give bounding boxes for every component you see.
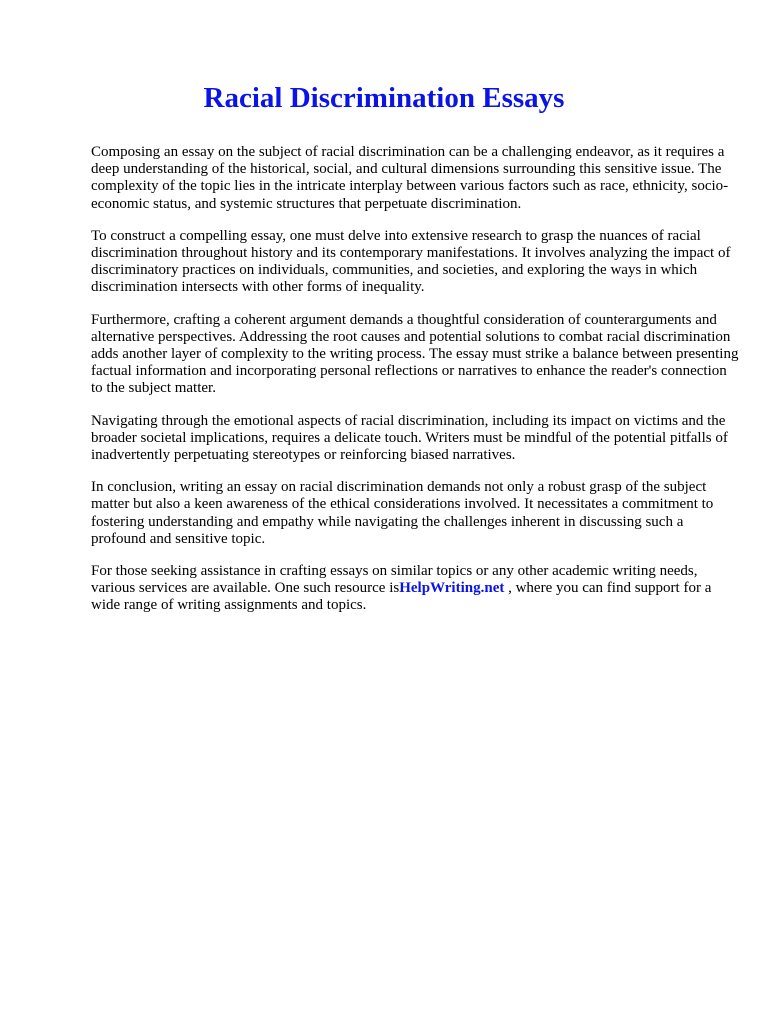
page-title: Racial Discrimination Essays <box>203 82 565 114</box>
paragraph-conclusion: In conclusion, writing an essay on racial discrimination demands not only a robust grasp of the subject matter but also a keen awareness of the ethical considerations involved. It necessitates a commitment to fostering understanding and empathy while navigating the challenges inherent in discussing such a profound and sensitive topic. <box>91 479 714 547</box>
paragraph-research: To construct a compelling essay, one must delve into extensive research to grasp the nuances of racial discrimination throughout history and its contemporary manifestations. It involves analyzing the impact of discriminatory practices on individuals, communities, and societies, and exploring the ways in which discrimination intersects with other forms of inequality. <box>91 227 731 296</box>
paragraph-resources <box>91 563 741 615</box>
paragraph-argument: Furthermore, crafting a coherent argument demands a thoughtful consideration of counterarguments and alternative perspectives. Addressing the root causes and potential solutions to combat racial discrimination adds another layer of complexity to the writing process. The essay must strike a balance between presenting factual information and incorporating personal reflections or narratives to enhance the reader's connection to the subject matter. <box>91 311 739 397</box>
paragraph-emotional-aspects: Navigating through the emotional aspects of racial discrimination, including its impact on victims and the broader societal implications, requires a delicate touch. Writers must be mindful of the potential pitfalls of inadvertently perpetuating stereotypes or reinforcing biased narratives. <box>91 412 728 464</box>
resources-text-after-link: , where you can find support for a wide range of writing assignments and topics. <box>91 580 712 614</box>
helpwriting-link[interactable]: HelpWriting.net <box>399 580 505 597</box>
paragraph-intro: Composing an essay on the subject of racial discrimination can be a challenging endeavor, as it requires a deep understanding of the historical, social, and cultural dimensions surrounding this sensitive issue. The complexity of the topic lies in the intricate interplay between various factors such as race, ethnicity, socio-economic status, and systemic structures that perpetuate discrimination. <box>91 144 729 212</box>
document-body <box>91 144 741 630</box>
resources-text-before-link: For those seeking assistance in crafting essays on similar topics or any other academic writing needs, various services are available. One such resource is <box>91 563 698 597</box>
